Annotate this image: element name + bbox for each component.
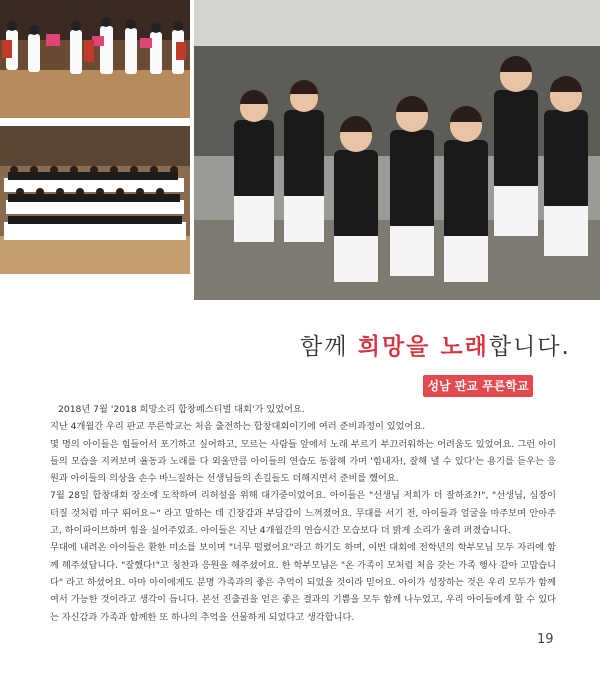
paragraph: 7월 28일 합창대회 장소에 도착하여 리허설을 위해 대기중이었어요. 아이들은 "선생님 저희가 더 잘하죠?!", "선생님, 심장이 터질 것처럼 마구 뛰어요~" 라고 말하는 데 긴장감과 부담감이 느껴졌어요. 무대를 서기 전, 아이들과 얼굴을 마주보며 안아주고, 하이파이브하며 힘을 실어주었죠. 아이들은 지난 4개월간의 연습시간 모습보다 더 밝게 소리가 울려 퍼졌습니다. (50, 490, 556, 537)
paragraph: 몇 명의 아이들은 힘들어서 포기하고 싶어하고, 모르는 사람들 앞에서 노래 부르기 부끄러워하는 어려움도 있었어요. 그런 아이들의 모습을 지켜보며 율동과 노래를 다 외울만큼 아이들의 연습도 동참해 가며 '힘내자!, 잘해 낼 수 있다'는 용기를 듣우는 응원과 아이들의 의상을 손수 바느질하는 선생님들의 손길들도 더해지면서 준비를 했어요. (50, 438, 556, 485)
group-photo (194, 0, 600, 300)
page-title (300, 328, 571, 361)
title-part2: 합니다. (488, 334, 571, 360)
title-part1: 함께 (300, 334, 358, 360)
school-name-badge: 성남 판교 푸른학교 (423, 375, 533, 397)
paragraph: 지난 4개월간 우리 판교 푸른학교는 처음 출전하는 합창대회이기에 여러 준비과정이 있었어요. (50, 421, 426, 433)
article-body (50, 401, 556, 626)
stage-performance-photo (0, 0, 190, 118)
choir-risers-photo (0, 126, 190, 274)
paragraph: 2018년 7월 '2018 희망소리 합창페스티벌 대회'가 있었어요. (58, 404, 305, 415)
page-number: 19 (537, 632, 554, 647)
title-accent: 희망을 노래 (357, 334, 489, 360)
paragraph: 무대에 내려온 아이들은 환한 미소를 보이며 "너무 떨렸어요"라고 하기도 하며, 이번 대회에 전학년의 학부모님 모두 자리에 함께 해주셨답니다. "잘했다!"고 칭찬과 응원을 해주셨어요. 한 학부모님은 "온 가족이 모처럼 처음 갖는 가족 행사 같아 고맙습니다" 라고 하셨어요. 아마 아이에게도 분명 가족과의 좋은 추억이 되었을 것이라 믿어요. 아이가 성장하는 것은 우리 모두가 함께여서 가능한 것이라고 생각이 듭니다. 본선 진출권을 얻은 좋은 결과의 기쁨을 모두 함께 나누었고, 우리 아이들에게 할 수 있다는 자신감과 가족과 함께한 또 하나의 추억을 선물하게 되었다고 생각합니다. (50, 542, 556, 623)
